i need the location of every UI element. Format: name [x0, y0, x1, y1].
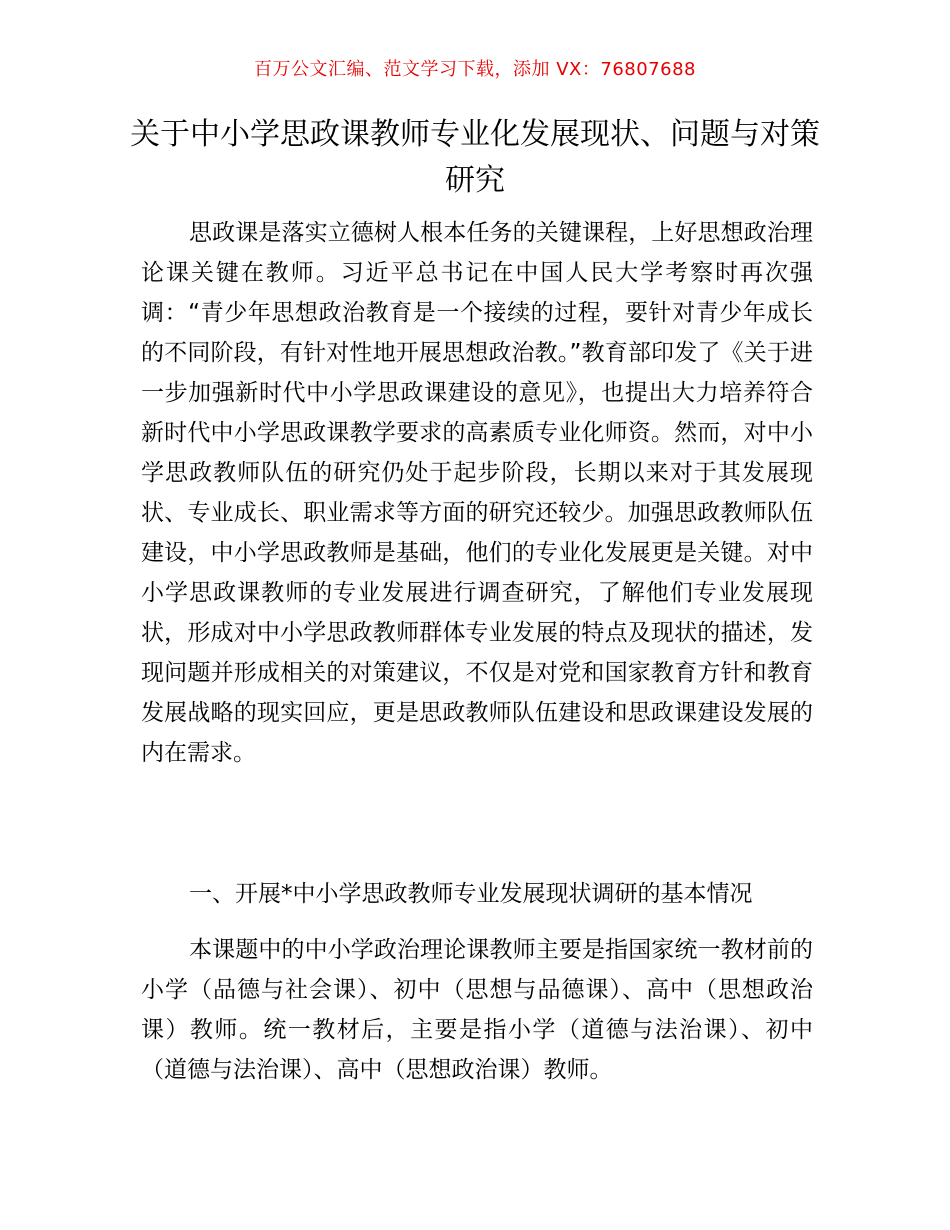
header-banner: 百万公文汇编、范文学习下载，添加 VX：76807688 — [254, 59, 696, 80]
paragraph-intro: 思政课是落实立德树人根本任务的关键课程，上好思想政治理论课关键在教师。习近平总书记在中国人民大学考察时再次强调：“青少年思想政治教育是一个接续的过程，要针对青少年成长的不同阶段，有针对性地开展思想政治教。”教育部印发了《关于进一步加强新时代中小学思政课建设的意见》，也提出大力培养符合新时代中小学思政课教学要求的高素质专业化师资。然而，对中小学思政教师队伍的研究仍处于起步阶段，长期以来对于其发展现状、专业成长、职业需求等方面的研究还较少。加强思政教师队伍建设，中小学思政教师是基础，他们的专业化发展更是关键。对中小学思政课教师的专业发展进行调查研究，了解他们专业发展现状，形成对中小学思政教师群体专业发展的特点及现状的描述，发现问题并形成相关的对策建议，不仅是对党和国家教育方针和教育发展战略的现实回应，更是思政教师队伍建设和思政课建设发展的内在需求。 — [141, 220, 813, 766]
section-heading: 一、开展*中小学思政教师专业发展现状调研的基本情况 — [189, 881, 753, 907]
document-title: 关于中小学思政课教师专业化发展现状、问题与对策研究 — [130, 117, 820, 198]
paragraph-scope: 本课题中的中小学政治理论课教师主要是指国家统一教材前的小学（品德与社会课）、初中（思想与品德课）、高中（思想政治课）教师。统一教材后，主要是指小学（道德与法治课）、初中（道德与法治课）、高中（思想政治课）教师。 — [141, 937, 813, 1083]
